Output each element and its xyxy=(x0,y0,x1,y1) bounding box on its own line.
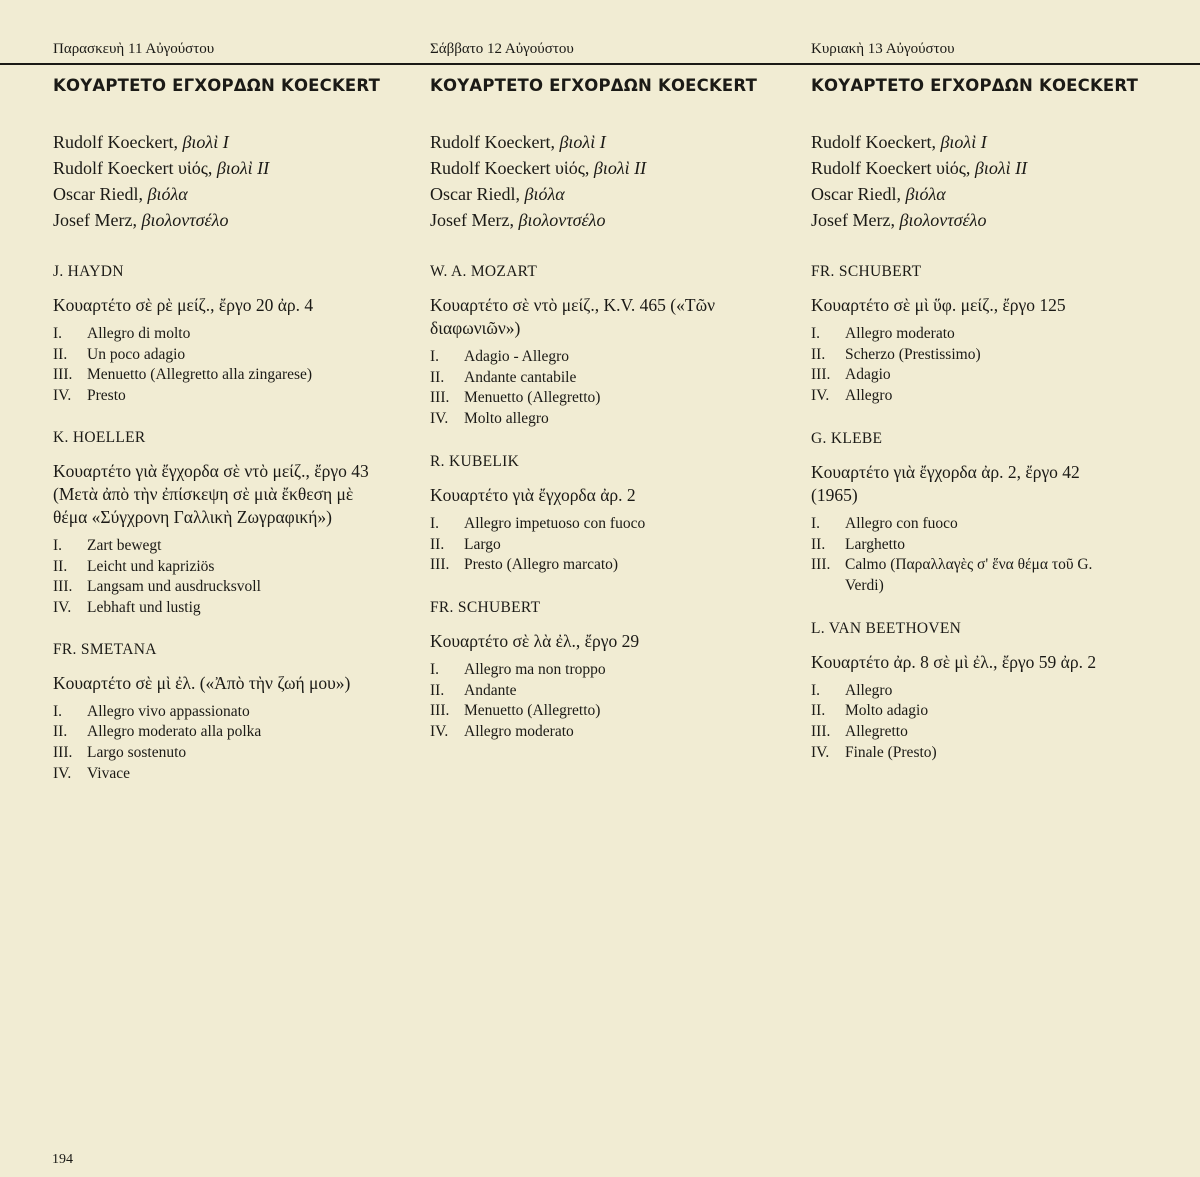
movement-number: II. xyxy=(430,368,445,386)
movement xyxy=(53,324,423,345)
movement xyxy=(430,722,800,743)
performer-role: βιολὶ Ι xyxy=(182,132,229,152)
movement-number: III. xyxy=(53,578,73,596)
movement-title: Menuetto (Allegretto alla zingarese) xyxy=(87,366,313,384)
performer-name: Rudolf Koeckert, xyxy=(811,132,936,152)
performer-name: Rudolf Koeckert, xyxy=(53,132,178,152)
composer-name: FR. SCHUBERT xyxy=(430,598,541,616)
composer-name: J. HAYDN xyxy=(53,263,124,280)
concert-date: Κυριακὴ 13 Αὐγούστου xyxy=(811,41,955,57)
movement xyxy=(430,409,800,430)
performer-role: βιολοντσέλο xyxy=(518,210,606,230)
performer-role: βιόλα xyxy=(905,184,946,204)
performer-name: Rudolf Koeckert υἱός, xyxy=(811,158,971,178)
composer-name: K. HOELLER xyxy=(53,428,146,446)
movement-title: Adagio xyxy=(845,366,891,384)
movement-title: Largo sostenuto xyxy=(87,744,187,762)
programme-work xyxy=(430,452,800,576)
movement xyxy=(53,764,423,785)
performer-list xyxy=(811,129,1181,233)
performer xyxy=(430,207,800,233)
movement-number: IV. xyxy=(430,723,449,741)
movement-number: II. xyxy=(811,702,826,720)
movement-title: Allegro moderato xyxy=(464,723,574,741)
movement xyxy=(430,681,800,702)
movement-number: I. xyxy=(430,514,440,532)
movement-number: IV. xyxy=(53,387,72,405)
movement-number: IV. xyxy=(811,387,830,405)
movement-number: IV. xyxy=(53,598,72,616)
movement xyxy=(811,555,1110,596)
movement xyxy=(430,347,800,368)
performer xyxy=(430,181,800,207)
programme-work xyxy=(430,262,800,430)
movement-title: Allegro con fuoco xyxy=(845,514,958,532)
movement-title: Allegro moderato alla polka xyxy=(87,723,262,741)
movement-title: Calmo (Παραλλαγὲς σ' ἕνα θέμα τοῦ G. Verdi) xyxy=(845,556,1093,594)
movement-title: Presto (Allegro marcato) xyxy=(464,556,619,574)
movement-number: I. xyxy=(811,681,821,699)
performer xyxy=(811,155,1181,181)
movement xyxy=(811,701,1181,722)
performer-list xyxy=(430,129,800,233)
ensemble-heading: ΚΟΥΑΡΤΕΤΟ ΕΓΧΟΡΔΩΝ ΚΟECKERT xyxy=(430,76,758,95)
movement xyxy=(53,536,423,557)
movement-number: III. xyxy=(811,366,831,384)
performer xyxy=(811,207,1181,233)
movement xyxy=(430,555,800,576)
movement-number: III. xyxy=(430,702,450,720)
movement-title: Allegro xyxy=(845,681,893,699)
movement xyxy=(53,598,423,619)
movement-title: Un poco adagio xyxy=(87,345,186,363)
movement-title: Allegro ma non troppo xyxy=(464,660,606,678)
movement xyxy=(811,535,1181,556)
composer-name: G. KLEBE xyxy=(811,429,883,447)
movement-number: II. xyxy=(430,535,445,553)
performer-role: βιολὶ Ι xyxy=(940,132,987,152)
movement xyxy=(811,722,1181,743)
work-title: Κουαρτέτο σὲ ρὲ μείζ., ἔργο 20 ἀρ. 4 xyxy=(53,295,314,315)
movement-number: I. xyxy=(53,702,63,720)
movement xyxy=(430,514,800,535)
programme-work xyxy=(811,429,1181,597)
performer xyxy=(811,181,1181,207)
movement-title: Allegro vivo appassionato xyxy=(87,702,250,720)
composer-name: W. A. MOZART xyxy=(430,263,538,280)
composer-name: FR. SCHUBERT xyxy=(811,263,922,280)
movement xyxy=(430,368,800,389)
performer-name: Rudolf Koeckert, xyxy=(430,132,555,152)
composer-name: R. KUBELIK xyxy=(430,452,520,470)
work-title: Κουαρτέτο γιὰ ἔγχορδα ἀρ. 2 xyxy=(430,484,636,505)
movement xyxy=(53,345,423,366)
movement xyxy=(430,660,800,681)
movement-number: II. xyxy=(53,557,68,575)
performer-role: βιολὶ ΙΙ xyxy=(216,158,270,178)
movement-title: Leicht und kapriziös xyxy=(87,557,215,575)
performer-name: Rudolf Koeckert υἱός, xyxy=(430,158,590,178)
movement-title: Molto adagio xyxy=(845,702,929,720)
movement-number: II. xyxy=(811,345,826,363)
performer xyxy=(811,129,1181,155)
movement xyxy=(811,681,1181,702)
performer-name: Oscar Riedl, xyxy=(430,184,520,204)
movement-title: Allegro di molto xyxy=(87,325,191,342)
programme-work xyxy=(430,598,800,743)
performer-role: βιολὶ Ι xyxy=(559,132,606,152)
movement-title: Largo xyxy=(464,535,501,553)
movement-title: Scherzo (Prestissimo) xyxy=(845,345,981,363)
movement xyxy=(430,701,800,722)
performer-name: Josef Merz, xyxy=(430,210,514,230)
movement xyxy=(53,722,423,743)
movement-title: Andante xyxy=(464,681,517,699)
movement-number: III. xyxy=(811,556,831,574)
work-title: Κουαρτέτο ἀρ. 8 σὲ μὶ ἐλ., ἔργο 59 ἀρ. 2 xyxy=(811,651,1097,672)
programme-column xyxy=(430,76,800,743)
movement-title: Adagio - Allegro xyxy=(464,348,570,365)
movement-title: Larghetto xyxy=(845,535,905,553)
movement-number: IV. xyxy=(53,764,72,782)
performer-name: Oscar Riedl, xyxy=(811,184,901,204)
movement xyxy=(53,702,423,723)
programme-work xyxy=(53,262,423,407)
performer xyxy=(430,129,800,155)
work-title: Κουαρτέτο σὲ λὰ ἐλ., ἔργο 29 xyxy=(430,630,640,651)
performer xyxy=(53,181,423,207)
movement xyxy=(811,345,1181,366)
performer xyxy=(53,155,423,181)
work-title: Κουαρτέτο γιὰ ἔγχορδα ἀρ. 2, ἔργο 42 (1965) xyxy=(811,461,1080,505)
movement-title: Andante cantabile xyxy=(464,368,577,386)
performer xyxy=(430,155,800,181)
movement-number: III. xyxy=(811,723,831,741)
programme-column xyxy=(811,76,1181,763)
movement-number: II. xyxy=(53,345,68,363)
work-title: Κουαρτέτο γιὰ ἔγχορδα σὲ ντὸ μείζ., ἔργο 43 (Μετὰ ἀπὸ τὴν ἐπίσκεψη σὲ μιὰ ἔκθεση μὲ θέμα «Σύγχρονη Γαλλικὴ Ζωγραφική») xyxy=(53,460,369,527)
concert-date: Σάββατο 12 Αὐγούστου xyxy=(430,41,574,57)
movement xyxy=(53,743,423,764)
programme-column xyxy=(53,76,423,784)
movement-title: Menuetto (Allegretto) xyxy=(464,702,601,720)
movement xyxy=(430,535,800,556)
performer-role: βιολὶ ΙΙ xyxy=(974,158,1028,178)
movement-title: Zart bewegt xyxy=(87,536,162,554)
performer-name: Josef Merz, xyxy=(53,210,137,230)
header-rule xyxy=(0,63,1200,65)
programme-work xyxy=(53,640,423,785)
movement xyxy=(53,577,423,598)
movement-title: Allegretto xyxy=(845,723,908,741)
performer-role: βιόλα xyxy=(524,184,565,204)
performer-role: βιολοντσέλο xyxy=(899,210,987,230)
programme-work xyxy=(811,619,1181,764)
movement-title: Allegro moderato xyxy=(845,325,955,342)
performer-name: Rudolf Koeckert υἱός, xyxy=(53,158,213,178)
programme-work xyxy=(811,262,1181,407)
movement xyxy=(811,365,1181,386)
movement-number: I. xyxy=(430,660,440,678)
movement-title: Lebhaft und lustig xyxy=(87,598,201,616)
movement-number: I. xyxy=(811,325,821,342)
running-header xyxy=(0,41,1200,61)
movement-title: Allegro impetuoso con fuoco xyxy=(464,514,646,532)
page-number: 194 xyxy=(52,1152,73,1167)
movement xyxy=(811,386,1181,407)
movement-number: I. xyxy=(53,536,63,554)
movement-title: Langsam und ausdrucksvoll xyxy=(87,578,261,596)
performer xyxy=(53,207,423,233)
movement-number: III. xyxy=(53,744,73,762)
movement xyxy=(53,557,423,578)
movement-title: Presto xyxy=(87,387,126,405)
work-title: Κουαρτέτο σὲ μὶ ἐλ. («Ἀπὸ τὴν ζωή μου») xyxy=(53,672,351,693)
performer-name: Josef Merz, xyxy=(811,210,895,230)
performer-role: βιολοντσέλο xyxy=(141,210,229,230)
movement-number: I. xyxy=(811,514,821,532)
movement-number: II. xyxy=(811,535,826,553)
movement-number: III. xyxy=(430,389,450,407)
movement-number: IV. xyxy=(811,743,830,761)
composer-name: L. VAN BEETHOVEN xyxy=(811,619,962,637)
work-title: Κουαρτέτο σὲ ντὸ μείζ., K.V. 465 («Τῶν διαφωνιῶν») xyxy=(430,295,715,338)
movement-title: Menuetto (Allegretto) xyxy=(464,389,601,407)
movement xyxy=(53,365,423,386)
programme-work xyxy=(53,428,423,619)
movement xyxy=(53,386,423,407)
movement-number: II. xyxy=(430,681,445,699)
movement-title: Vivace xyxy=(87,764,130,782)
performer-name: Oscar Riedl, xyxy=(53,184,143,204)
ensemble-heading: ΚΟΥΑΡΤΕΤΟ ΕΓΧΟΡΔΩΝ ΚΟECKERT xyxy=(811,76,1139,95)
ensemble-heading: ΚΟΥΑΡΤΕΤΟ ΕΓΧΟΡΔΩΝ ΚΟECKERT xyxy=(53,76,381,95)
movement-number: I. xyxy=(430,348,440,365)
work-title: Κουαρτέτο σὲ μὶ ὕφ. μείζ., ἔργο 125 xyxy=(811,295,1066,315)
movement-number: IV. xyxy=(430,410,449,428)
movement-number: II. xyxy=(53,723,68,741)
movement-number: I. xyxy=(53,325,63,342)
movement-title: Molto allegro xyxy=(464,410,549,428)
movement xyxy=(811,514,1181,535)
movement xyxy=(811,743,1181,764)
composer-name: FR. SMETANA xyxy=(53,640,157,658)
concert-date: Παρασκευὴ 11 Αὐγούστου xyxy=(53,41,215,57)
performer-role: βιόλα xyxy=(147,184,188,204)
movement-title: Finale (Presto) xyxy=(845,743,937,761)
performer-list xyxy=(53,129,423,233)
movement xyxy=(811,324,1181,345)
movement-number: III. xyxy=(430,556,450,574)
movement-number: III. xyxy=(53,366,73,384)
movement-title: Allegro xyxy=(845,387,893,405)
performer-role: βιολὶ ΙΙ xyxy=(593,158,647,178)
movement xyxy=(430,388,800,409)
performer xyxy=(53,129,423,155)
